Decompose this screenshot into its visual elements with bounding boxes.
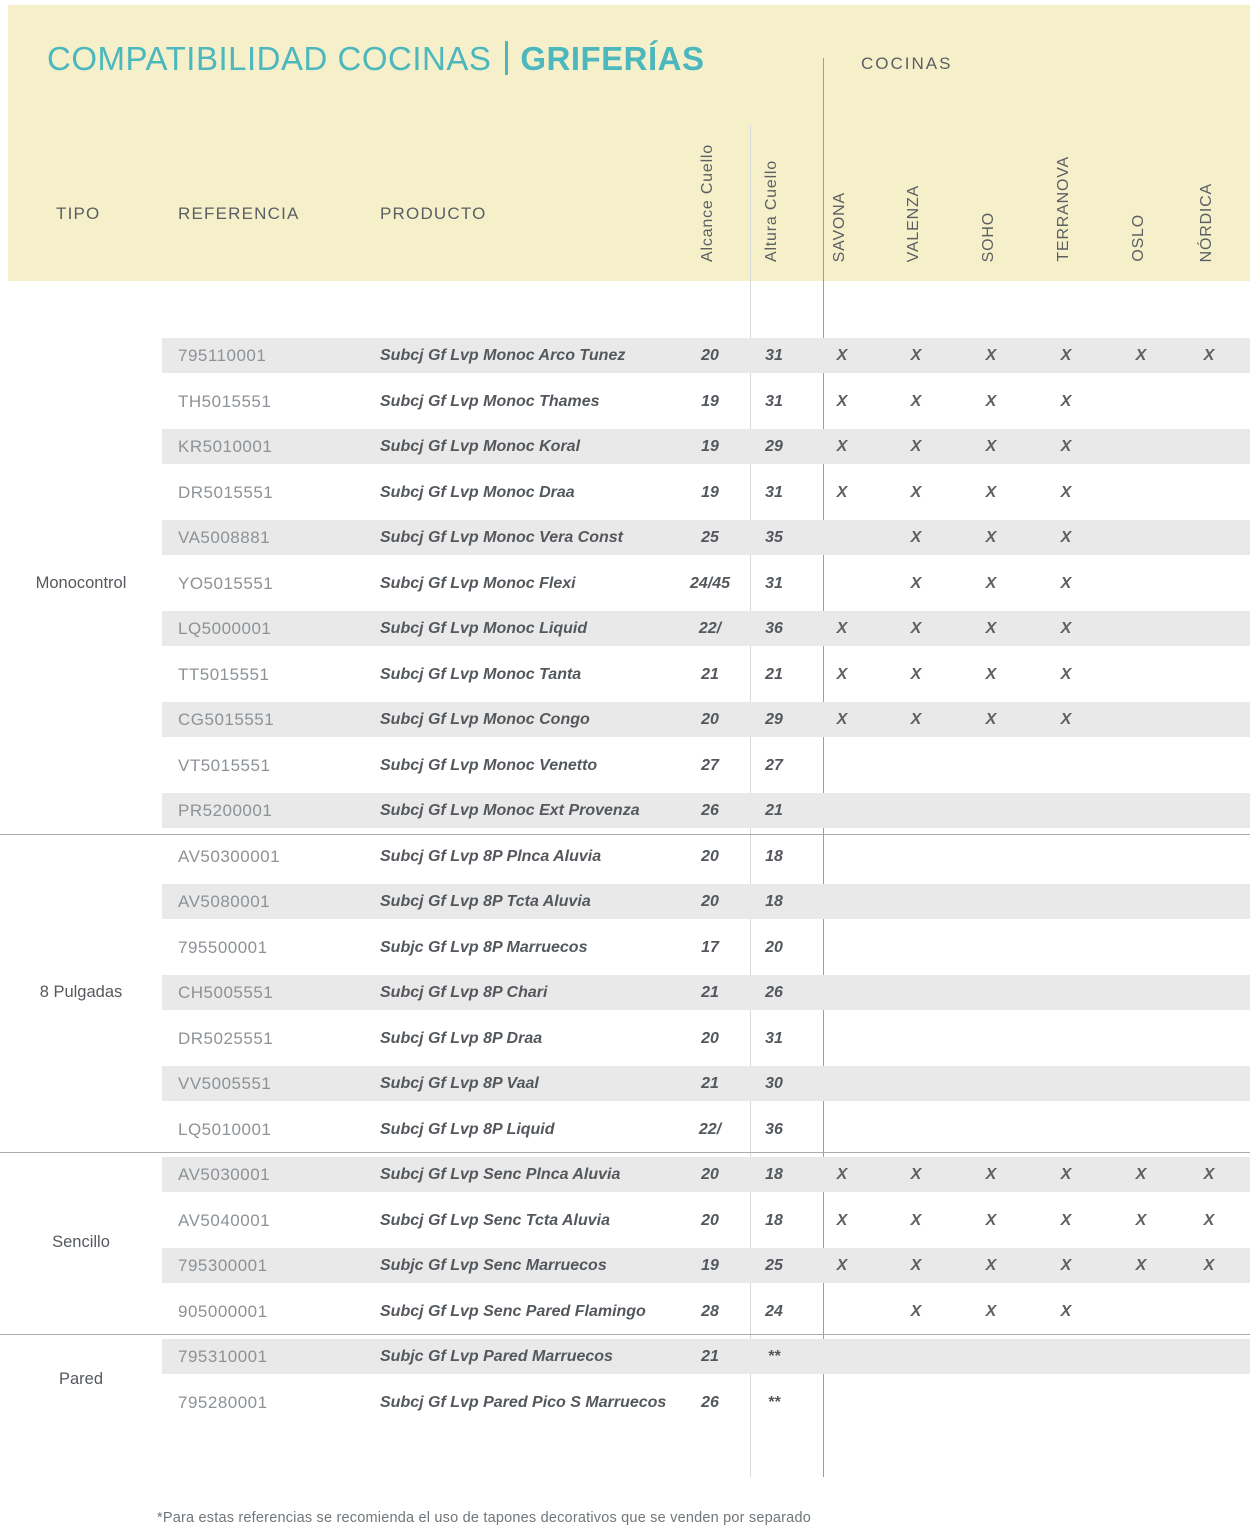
producto-cell: Subcj Gf Lvp Monoc Draa xyxy=(380,483,575,501)
compatibility-mark: X xyxy=(1060,529,1072,546)
compatibility-mark: X xyxy=(1060,665,1072,683)
compatibility-mark xyxy=(896,1339,936,1374)
altura-cuello-cell: ** xyxy=(767,1348,781,1365)
table-row xyxy=(162,1339,1250,1374)
compatibility-mark xyxy=(1121,475,1161,510)
compatibility-mark xyxy=(822,1066,862,1101)
alcance-cuello-cell: 20 xyxy=(701,1029,719,1047)
producto-cell: Subcj Gf Lvp Monoc Ext Provenza xyxy=(380,802,640,819)
altura-cuello-cell: 29 xyxy=(765,711,783,728)
compatibility-mark: X xyxy=(1060,347,1072,364)
compatibility-mark xyxy=(1046,748,1086,783)
compatibility-mark: X xyxy=(1203,1211,1215,1229)
table-row xyxy=(162,384,1250,419)
producto-cell: Subcj Gf Lvp Monoc Koral xyxy=(380,438,581,455)
column-header-kitchen: TERRANOVA xyxy=(1055,156,1072,262)
referencia-cell: DR5015551 xyxy=(178,482,274,502)
compatibility-mark xyxy=(1046,975,1086,1010)
compatibility-mark xyxy=(896,1112,936,1147)
compatibility-mark xyxy=(1121,657,1161,692)
producto-cell: Subcj Gf Lvp Monoc Congo xyxy=(380,711,590,728)
compatibility-mark xyxy=(971,884,1011,919)
referencia-cell: AV5080001 xyxy=(178,892,271,911)
alcance-cuello-cell: 28 xyxy=(701,1302,719,1320)
compatibility-mark xyxy=(822,1294,862,1329)
compatibility-mark xyxy=(1189,793,1229,828)
referencia-cell: 795500001 xyxy=(178,937,268,957)
compatibility-mark xyxy=(896,1066,936,1101)
compatibility-mark xyxy=(1046,839,1086,874)
page-title-regular: COMPATIBILIDAD COCINAS xyxy=(47,40,492,77)
compatibility-mark xyxy=(1189,1021,1229,1056)
compatibility-mark: X xyxy=(985,438,997,455)
altura-cuello-cell: 30 xyxy=(765,1075,783,1092)
compatibility-mark xyxy=(1189,429,1229,464)
column-header-tipo: TIPO xyxy=(56,204,101,223)
alcance-cuello-cell: 21 xyxy=(701,665,719,683)
compatibility-mark xyxy=(1046,1021,1086,1056)
compatibility-mark xyxy=(1189,384,1229,419)
compatibility-mark xyxy=(1046,1112,1086,1147)
table-row xyxy=(162,1294,1250,1329)
compatibility-mark xyxy=(822,975,862,1010)
compatibility-mark xyxy=(1189,1294,1229,1329)
compatibility-mark: X xyxy=(1135,1166,1147,1183)
compatibility-mark xyxy=(1189,1066,1229,1101)
table-row xyxy=(162,520,1250,555)
compatibility-mark: X xyxy=(1060,620,1072,637)
column-header-kitchen: SAVONA xyxy=(831,191,848,262)
referencia-cell: 795110001 xyxy=(178,346,267,365)
altura-cuello-cell: 31 xyxy=(765,392,783,410)
compatibility-mark: X xyxy=(910,574,922,592)
compatibility-mark xyxy=(1121,930,1161,965)
alcance-cuello-cell: 21 xyxy=(701,1348,719,1365)
altura-cuello-cell: 24 xyxy=(765,1302,783,1320)
producto-cell: Subcj Gf Lvp Monoc Flexi xyxy=(380,574,576,592)
compatibility-mark: X xyxy=(1060,483,1072,501)
group-separator-line xyxy=(0,1152,1250,1153)
compatibility-mark: X xyxy=(910,1211,922,1229)
table-row xyxy=(162,566,1250,601)
referencia-cell: TH5015551 xyxy=(178,391,272,411)
compatibility-mark xyxy=(822,520,862,555)
table-row xyxy=(162,611,1250,646)
producto-cell: Subcj Gf Lvp Senc Tcta Aluvia xyxy=(380,1211,610,1229)
compatibility-mark xyxy=(896,930,936,965)
compatibility-mark xyxy=(1121,839,1161,874)
referencia-cell: YO5015551 xyxy=(178,573,274,593)
producto-cell: Subcj Gf Lvp 8P Chari xyxy=(380,984,548,1001)
referencia-cell: 795310001 xyxy=(178,1347,268,1366)
compatibility-mark xyxy=(1189,1339,1229,1374)
altura-cuello-cell: 18 xyxy=(765,1211,783,1229)
compatibility-mark: X xyxy=(910,483,922,501)
compatibility-mark xyxy=(1121,1385,1161,1420)
alcance-cuello-cell: 24/45 xyxy=(689,574,731,592)
alcance-cuello-cell: 22/ xyxy=(698,1120,722,1138)
alcance-cuello-cell: 20 xyxy=(701,1166,719,1183)
table-row xyxy=(162,1248,1250,1283)
table-row xyxy=(162,1066,1250,1101)
compatibility-mark xyxy=(1121,1021,1161,1056)
producto-cell: Subcj Gf Lvp 8P Vaal xyxy=(380,1075,539,1092)
alcance-cuello-cell: 26 xyxy=(701,1393,719,1411)
compatibility-mark: X xyxy=(910,620,922,637)
compatibility-mark: X xyxy=(836,1211,848,1229)
compatibility-mark: X xyxy=(1060,438,1072,455)
referencia-cell: KR5010001 xyxy=(178,437,273,456)
table-row xyxy=(162,1021,1250,1056)
compatibility-mark: X xyxy=(910,665,922,683)
compatibility-mark xyxy=(1189,520,1229,555)
producto-cell: Subcj Gf Lvp Monoc Liquid xyxy=(380,620,588,637)
compatibility-mark xyxy=(971,1021,1011,1056)
table-row xyxy=(162,338,1250,373)
compatibility-mark xyxy=(1121,975,1161,1010)
table-row xyxy=(162,1203,1250,1238)
compatibility-mark xyxy=(1046,1339,1086,1374)
altura-cuello-cell: 31 xyxy=(765,347,783,364)
compatibility-mark xyxy=(971,975,1011,1010)
compatibility-mark xyxy=(896,975,936,1010)
referencia-cell: AV5030001 xyxy=(178,1165,271,1184)
table-row xyxy=(162,1385,1250,1420)
page-title-bold: GRIFERÍAS xyxy=(520,40,705,77)
table-row xyxy=(162,975,1250,1010)
compatibility-mark xyxy=(971,1066,1011,1101)
compatibility-mark xyxy=(971,839,1011,874)
table-row xyxy=(162,1157,1250,1192)
compatibility-mark xyxy=(1189,1112,1229,1147)
compatibility-mark: X xyxy=(836,438,848,455)
compatibility-mark xyxy=(1046,1385,1086,1420)
alcance-cuello-cell: 19 xyxy=(701,392,719,410)
compatibility-mark xyxy=(1189,611,1229,646)
compatibility-mark xyxy=(1121,520,1161,555)
referencia-cell: TT5015551 xyxy=(178,664,270,684)
alcance-cuello-cell: 25 xyxy=(701,529,719,546)
compatibility-mark xyxy=(1189,839,1229,874)
producto-cell: Subcj Gf Lvp Monoc Vera Const xyxy=(380,529,623,546)
compatibility-mark xyxy=(822,566,862,601)
compatibility-mark: X xyxy=(1060,1166,1072,1183)
altura-cuello-cell: ** xyxy=(767,1393,781,1411)
compatibility-mark: X xyxy=(836,711,848,728)
title-divider xyxy=(505,41,508,75)
compatibility-mark xyxy=(1189,975,1229,1010)
producto-cell: Subcj Gf Lvp Monoc Tanta xyxy=(380,665,582,683)
compatibility-mark xyxy=(896,793,936,828)
producto-cell: Subcj Gf Lvp Monoc Thames xyxy=(380,392,600,410)
compatibility-mark: X xyxy=(985,347,997,364)
compatibility-mark: X xyxy=(836,347,848,364)
column-header-altura-cuello: Altura Cuello xyxy=(763,159,780,262)
referencia-cell: CH5005551 xyxy=(178,983,274,1002)
altura-cuello-cell: 36 xyxy=(765,620,783,637)
table-row xyxy=(162,702,1250,737)
referencia-cell: 905000001 xyxy=(178,1301,268,1321)
compatibility-mark: X xyxy=(910,1302,922,1320)
compatibility-mark xyxy=(822,1021,862,1056)
compatibility-mark xyxy=(971,1339,1011,1374)
compatibility-mark xyxy=(896,1021,936,1056)
compatibility-mark: X xyxy=(1060,574,1072,592)
footnote: *Para estas referencias se recomienda el uso de tapones decorativos que se venden por separado xyxy=(157,1510,811,1526)
compatibility-mark xyxy=(1121,1339,1161,1374)
column-header-kitchen: VALENZA xyxy=(905,184,922,262)
tipo-group-label: 8 Pulgadas xyxy=(39,983,123,1001)
tipo-group-label: Sencillo xyxy=(52,1233,110,1252)
compatibility-mark: X xyxy=(910,1166,922,1183)
compatibility-mark xyxy=(896,1385,936,1420)
compatibility-mark: X xyxy=(1203,1166,1215,1183)
compatibility-mark xyxy=(971,930,1011,965)
column-header-kitchen: SOHO xyxy=(980,211,997,262)
compatibility-mark: X xyxy=(836,483,848,501)
altura-cuello-cell: 27 xyxy=(765,756,783,774)
referencia-cell: LQ5000001 xyxy=(178,619,272,638)
compatibility-mark: X xyxy=(910,711,922,728)
altura-cuello-cell: 26 xyxy=(765,984,783,1001)
compatibility-mark xyxy=(1189,566,1229,601)
compatibility-mark: X xyxy=(1203,1257,1215,1274)
compatibility-mark: X xyxy=(910,1257,922,1274)
compatibility-mark xyxy=(1121,1066,1161,1101)
alcance-cuello-cell: 19 xyxy=(701,1257,719,1274)
compatibility-mark xyxy=(822,1339,862,1374)
compatibility-mark xyxy=(1189,748,1229,783)
alcance-cuello-cell: 20 xyxy=(701,893,719,910)
producto-cell: Subcj Gf Lvp Monoc Venetto xyxy=(380,756,598,774)
compatibility-mark: X xyxy=(1135,1211,1147,1229)
compatibility-mark: X xyxy=(836,392,848,410)
column-header-referencia: REFERENCIA xyxy=(178,204,300,223)
compatibility-mark: X xyxy=(985,529,997,546)
producto-cell: Subcj Gf Lvp Senc Plnca Aluvia xyxy=(380,1166,621,1183)
table-row xyxy=(162,657,1250,692)
compatibility-mark: X xyxy=(985,1302,997,1320)
referencia-cell: DR5025551 xyxy=(178,1028,274,1048)
compatibility-mark xyxy=(971,748,1011,783)
alcance-cuello-cell: 20 xyxy=(701,1211,719,1229)
compatibility-mark xyxy=(1189,884,1229,919)
compatibility-mark xyxy=(1121,1112,1161,1147)
group-separator-line xyxy=(0,1334,1250,1335)
producto-cell: Subcj Gf Lvp 8P Liquid xyxy=(380,1120,555,1138)
compatibility-mark: X xyxy=(985,483,997,501)
compatibility-mark: X xyxy=(985,711,997,728)
tipo-group-label: Monocontrol xyxy=(35,573,127,592)
altura-cuello-cell: 31 xyxy=(765,483,783,501)
referencia-cell: AV5040001 xyxy=(178,1210,271,1230)
compatibility-mark: X xyxy=(836,665,848,683)
alcance-cuello-cell: 19 xyxy=(701,483,719,501)
altura-cuello-cell: 31 xyxy=(765,574,783,592)
referencia-cell: LQ5010001 xyxy=(178,1119,272,1139)
referencia-cell: VT5015551 xyxy=(178,755,271,775)
compatibility-mark xyxy=(1046,1066,1086,1101)
producto-cell: Subcj Gf Lvp 8P Draa xyxy=(380,1029,543,1047)
producto-cell: Subjc Gf Lvp Senc Marruecos xyxy=(380,1257,607,1274)
referencia-cell: CG5015551 xyxy=(178,710,275,729)
alcance-cuello-cell: 20 xyxy=(701,711,719,728)
altura-cuello-cell: 18 xyxy=(765,1166,783,1183)
compatibility-mark xyxy=(1046,793,1086,828)
compatibility-mark xyxy=(822,1112,862,1147)
compatibility-mark xyxy=(1189,657,1229,692)
compatibility-mark: X xyxy=(1203,347,1215,364)
compatibility-mark xyxy=(1046,930,1086,965)
compatibility-mark xyxy=(1121,566,1161,601)
alcance-cuello-cell: 20 xyxy=(701,847,719,865)
compatibility-mark: X xyxy=(1135,347,1147,364)
compatibility-mark xyxy=(1046,884,1086,919)
table-row xyxy=(162,839,1250,874)
altura-cuello-cell: 35 xyxy=(765,529,783,546)
compatibility-mark: X xyxy=(985,1166,997,1183)
altura-cuello-cell: 36 xyxy=(765,1120,783,1138)
table-row xyxy=(162,475,1250,510)
altura-cuello-cell: 18 xyxy=(765,893,783,910)
alcance-cuello-cell: 17 xyxy=(701,938,719,956)
producto-cell: Subcj Gf Lvp Pared Pico S Marruecos xyxy=(380,1393,667,1411)
referencia-cell: AV50300001 xyxy=(178,846,281,866)
compatibility-mark: X xyxy=(1060,711,1072,728)
altura-cuello-cell: 20 xyxy=(765,938,783,956)
compatibility-mark xyxy=(1121,702,1161,737)
compatibility-mark: X xyxy=(836,620,848,637)
compatibility-mark: X xyxy=(1060,1257,1072,1274)
compatibility-mark: X xyxy=(910,529,922,546)
compatibility-mark xyxy=(896,884,936,919)
altura-cuello-cell: 29 xyxy=(765,438,783,455)
alcance-cuello-cell: 22/ xyxy=(698,620,722,637)
alcance-cuello-cell: 21 xyxy=(701,1075,719,1092)
compatibility-mark: X xyxy=(1060,1302,1072,1320)
alcance-cuello-cell: 20 xyxy=(701,347,719,364)
altura-cuello-cell: 21 xyxy=(765,802,783,819)
referencia-cell: 795280001 xyxy=(178,1392,268,1412)
altura-cuello-cell: 21 xyxy=(765,665,783,683)
table-row xyxy=(162,748,1250,783)
altura-cuello-cell: 31 xyxy=(765,1029,783,1047)
compatibility-mark xyxy=(1189,475,1229,510)
table-row xyxy=(162,930,1250,965)
compatibility-mark xyxy=(822,930,862,965)
compatibility-mark xyxy=(822,793,862,828)
group-separator-line xyxy=(0,834,1250,835)
column-header-alcance-cuello: Alcance Cuello xyxy=(699,144,716,262)
compatibility-mark: X xyxy=(836,1257,848,1274)
compatibility-mark: X xyxy=(910,438,922,455)
compatibility-mark xyxy=(971,1112,1011,1147)
tipo-group-label: Pared xyxy=(58,1369,104,1388)
compatibility-mark xyxy=(896,748,936,783)
table-row xyxy=(162,1112,1250,1147)
producto-cell: Subcj Gf Lvp 8P Tcta Aluvia xyxy=(380,893,591,910)
compatibility-mark xyxy=(1121,748,1161,783)
referencia-cell: VA5008881 xyxy=(178,528,271,547)
compatibility-mark: X xyxy=(910,347,922,364)
compatibility-mark: X xyxy=(836,1166,848,1183)
compatibility-mark xyxy=(1121,793,1161,828)
altura-cuello-cell: 18 xyxy=(765,847,783,865)
compatibility-mark: X xyxy=(1060,392,1072,410)
column-header-producto: PRODUCTO xyxy=(380,204,487,223)
producto-cell: Subjc Gf Lvp Pared Marruecos xyxy=(380,1348,613,1365)
compatibility-mark: X xyxy=(985,1257,997,1274)
compatibility-mark xyxy=(896,839,936,874)
compatibility-mark: X xyxy=(985,574,997,592)
compatibility-mark xyxy=(822,1385,862,1420)
compatibility-mark xyxy=(1121,429,1161,464)
compatibility-mark xyxy=(1189,930,1229,965)
alcance-cuello-cell: 19 xyxy=(701,438,719,455)
compatibility-mark xyxy=(822,884,862,919)
compatibility-mark xyxy=(971,1385,1011,1420)
alcance-cuello-cell: 27 xyxy=(701,756,719,774)
producto-cell: Subcj Gf Lvp Monoc Arco Tunez xyxy=(380,347,626,364)
producto-cell: Subcj Gf Lvp Senc Pared Flamingo xyxy=(380,1302,646,1320)
compatibility-mark xyxy=(1189,702,1229,737)
compatibility-mark xyxy=(1189,1385,1229,1420)
compatibility-mark xyxy=(822,839,862,874)
compatibility-mark xyxy=(1121,384,1161,419)
compatibility-mark: X xyxy=(985,620,997,637)
column-header-kitchen: NÓRDICA xyxy=(1198,182,1215,262)
compatibility-mark: X xyxy=(910,392,922,410)
compatibility-mark: X xyxy=(985,392,997,410)
referencia-cell: 795300001 xyxy=(178,1256,268,1275)
referencia-cell: VV5005551 xyxy=(178,1074,272,1093)
compatibility-mark: X xyxy=(1135,1257,1147,1274)
compatibility-mark xyxy=(1121,884,1161,919)
referencia-cell: PR5200001 xyxy=(178,801,273,820)
compatibility-mark: X xyxy=(985,665,997,683)
page-title xyxy=(47,40,705,78)
compatibility-mark xyxy=(1121,1294,1161,1329)
compatibility-mark: X xyxy=(1060,1211,1072,1229)
table-row xyxy=(162,884,1250,919)
compatibility-mark: X xyxy=(985,1211,997,1229)
cocinas-section-label: COCINAS xyxy=(861,54,953,73)
producto-cell: Subcj Gf Lvp 8P Plnca Aluvia xyxy=(380,847,602,865)
compatibility-mark xyxy=(822,748,862,783)
compatibility-mark xyxy=(971,793,1011,828)
producto-cell: Subjc Gf Lvp 8P Marruecos xyxy=(380,938,588,956)
column-header-kitchen: OSLO xyxy=(1130,214,1147,262)
table-row xyxy=(162,793,1250,828)
alcance-cuello-cell: 21 xyxy=(701,984,719,1001)
alcance-cuello-cell: 26 xyxy=(701,802,719,819)
table-row xyxy=(162,429,1250,464)
altura-cuello-cell: 25 xyxy=(765,1257,783,1274)
compatibility-mark xyxy=(1121,611,1161,646)
